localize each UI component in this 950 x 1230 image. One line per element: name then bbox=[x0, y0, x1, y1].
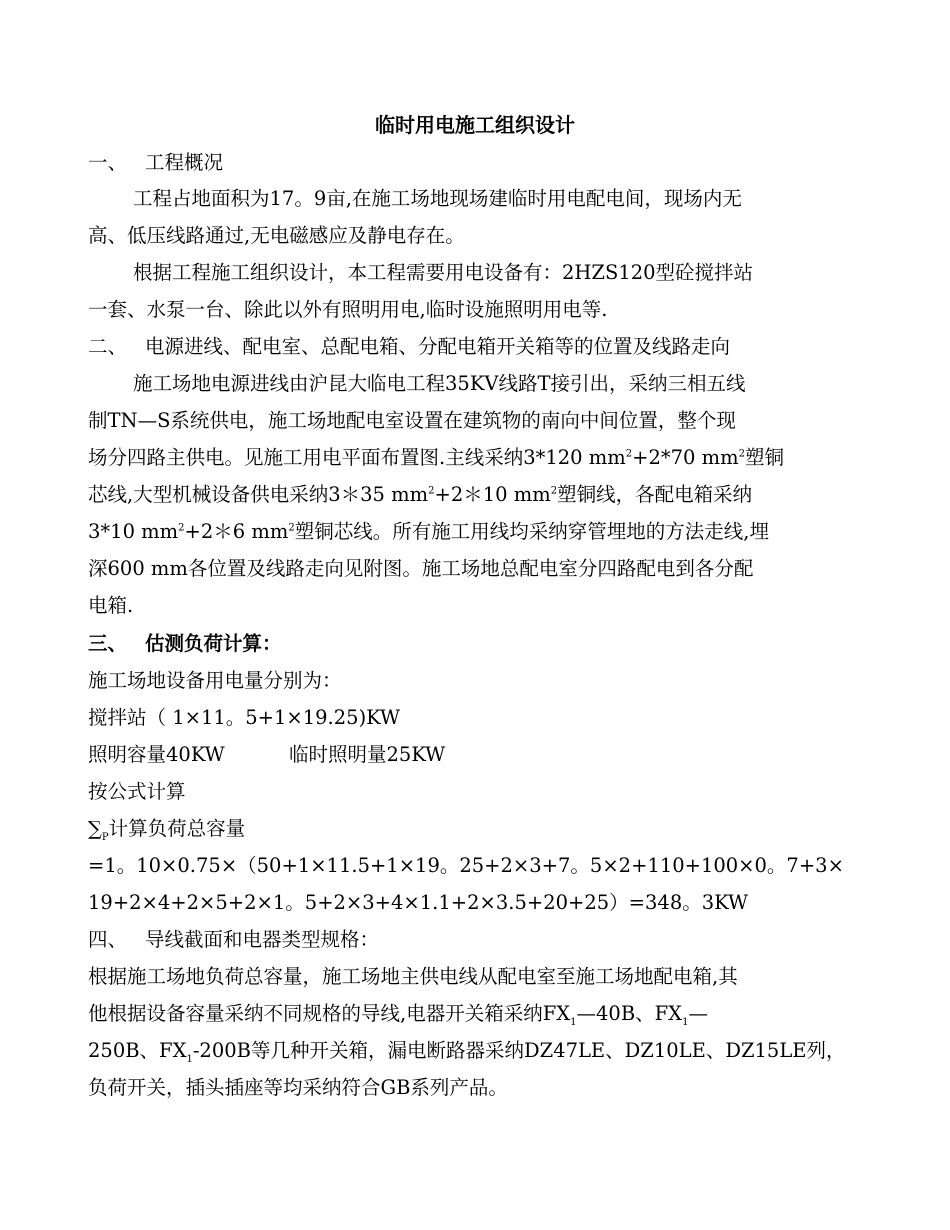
paragraph-line: 一套、水泵一台、除此以外有照明用电,临时设施照明用电等. bbox=[88, 298, 608, 321]
text-run: 临时照明量25KW bbox=[289, 743, 446, 766]
section-2-heading bbox=[88, 333, 730, 361]
text-run: +2*70 mm bbox=[632, 446, 739, 469]
subscript: 1 bbox=[186, 1053, 193, 1065]
text-run: 照明容量40KW bbox=[88, 743, 225, 766]
text-run: 3*10 mm bbox=[88, 520, 179, 543]
superscript: 2 bbox=[288, 522, 295, 534]
paragraph-line: 根据施工场地负荷总容量，施工场地主供电线从配电室至施工场地配电箱,其 bbox=[88, 965, 738, 988]
text-run: 他根据设备容量采纳不同规格的导线,电器开关箱采纳FX bbox=[88, 1002, 571, 1025]
sum-symbol: ∑ bbox=[88, 817, 102, 840]
text-run: -200B等几种开关箱，漏电断路器采纳DZ47LE、DZ10LE、DZ15LE列， bbox=[192, 1039, 846, 1062]
text-run: 塑铜芯线。所有施工用线均采纳穿管埋地的方法走线,埋 bbox=[294, 520, 769, 543]
section-number: 二、 bbox=[88, 335, 128, 358]
text-run: — bbox=[688, 1002, 708, 1025]
section-3-heading bbox=[88, 630, 282, 658]
section-1-heading bbox=[88, 149, 223, 177]
paragraph-line: 搅拌站（ 1×11。5+1×19.25)KW bbox=[88, 706, 401, 729]
paragraph-line bbox=[88, 1037, 846, 1065]
text-run: —40B、FX bbox=[576, 1002, 683, 1025]
text-run: +2＊10 mm bbox=[434, 483, 551, 506]
section-title: 工程概况 bbox=[145, 151, 224, 174]
section-number: 一、 bbox=[88, 151, 128, 174]
text-run: 塑铜线，各配电箱采纳 bbox=[557, 483, 753, 506]
section-4-heading bbox=[88, 926, 379, 954]
text-run: 计算负荷总容量 bbox=[108, 817, 246, 840]
subscript: 1 bbox=[682, 1016, 689, 1028]
superscript: 2 bbox=[428, 485, 435, 497]
superscript: 2 bbox=[178, 522, 185, 534]
formula-line: =1。10×0.75×（50+1×11.5+1×19。25+2×3+7。5×2+110+100×0。7+3× bbox=[88, 854, 844, 877]
section-title: 导线截面和电器类型规格： bbox=[145, 928, 380, 951]
paragraph-line bbox=[88, 815, 245, 843]
text-run: +2＊6 mm bbox=[184, 520, 289, 543]
paragraph-line: 制TN—S系统供电，施工场地配电室设置在建筑物的南向中间位置，整个现 bbox=[88, 409, 736, 432]
paragraph-line: 工程占地面积为17。9亩,在施工场地现场建临时用电配电间，现场内无 bbox=[133, 187, 742, 210]
paragraph-line bbox=[88, 1000, 708, 1028]
paragraph-line: 负荷开关，插头插座等均采纳符合GB系列产品。 bbox=[88, 1076, 508, 1099]
paragraph-line: 深600 mm各位置及线路走向见附图。施工场地总配电室分四路配电到各分配 bbox=[88, 557, 754, 580]
paragraph-line bbox=[88, 741, 225, 769]
paragraph-line: 施工场地电源进线由沪昆大临电工程35KV线路T接引出，采纳三相五线 bbox=[133, 372, 746, 395]
section-number: 三、 bbox=[88, 632, 128, 655]
paragraph-line: 高、低压线路通过,无电磁感应及静电存在。 bbox=[88, 224, 465, 247]
paragraph-line bbox=[88, 481, 752, 509]
paragraph-line bbox=[88, 444, 784, 472]
subscript: P bbox=[101, 831, 109, 843]
paragraph-line: 电箱. bbox=[88, 594, 134, 617]
superscript: 2 bbox=[738, 448, 746, 460]
section-title: 电源进线、配电室、总配电箱、分配电箱开关箱等的位置及线路走向 bbox=[145, 335, 731, 358]
section-number: 四、 bbox=[88, 928, 128, 951]
text-run: 塑铜 bbox=[745, 446, 785, 469]
document-title: 临时用电施工组织设计 bbox=[375, 113, 575, 137]
paragraph-line: 施工场地设备用电量分别为： bbox=[88, 669, 342, 692]
superscript: 2 bbox=[550, 485, 558, 497]
text-run: 场分四路主供电。见施工用电平面布置图.主线采纳3*120 mm bbox=[88, 446, 626, 469]
paragraph-line bbox=[88, 518, 769, 546]
section-title: 估测负荷计算： bbox=[145, 632, 282, 655]
text-run: 250B、FX bbox=[88, 1039, 187, 1062]
paragraph-line: 根据工程施工组织设计，本工程需要用电设备有：2HZS120型砼搅拌站 bbox=[133, 261, 754, 284]
paragraph-line: 按公式计算 bbox=[88, 780, 186, 803]
subscript: 1 bbox=[570, 1016, 577, 1028]
superscript: 2 bbox=[625, 448, 633, 460]
formula-line: 19+2×4+2×5+2×1。5+2×3+4×1.1+2×3.5+20+25）=348。3KW bbox=[88, 891, 749, 914]
text-run: 芯线,大型机械设备供电采纳3＊35 mm bbox=[88, 483, 429, 506]
